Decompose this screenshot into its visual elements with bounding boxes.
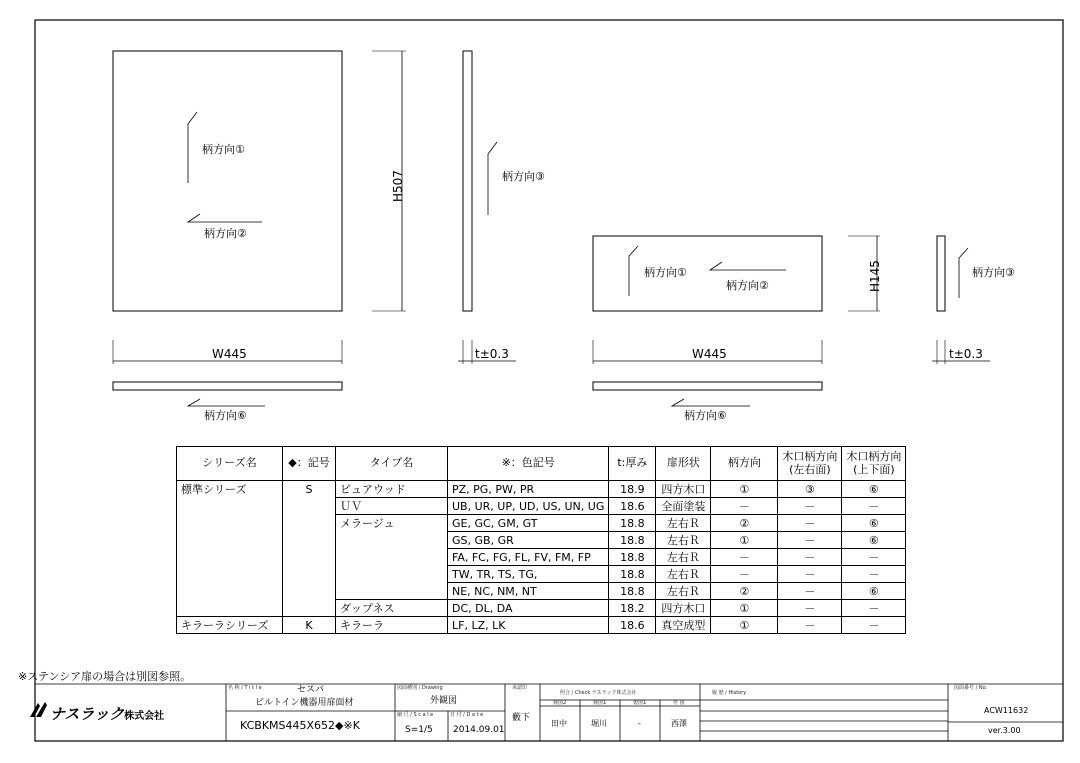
pattern-label-2-small: 柄方向② <box>726 279 769 292</box>
pattern-label-2: 柄方向② <box>204 227 247 240</box>
table-row: キラーラシリーズ K キラーラ LF, LZ, LK 18.6 真空成型 ① － － <box>177 617 906 634</box>
approver-name: 藪下 <box>512 713 531 723</box>
series-name: セスパ <box>297 685 325 695</box>
company-logo <box>50 703 164 724</box>
table-row: FA, FC, FG, FL, FV, FM, FP 18.8 左右Ｒ － － － <box>177 549 906 566</box>
dim-label-w445-small: W445 <box>692 347 727 361</box>
check-head-4: 作 図 <box>673 700 685 706</box>
large-panel-edge-side <box>463 51 472 311</box>
pattern-arrow-1 <box>188 112 197 183</box>
table-row: ＵＶ UB, UR, UP, UD, US, UN, UG 18.6 全面塗装 － － － <box>177 498 906 515</box>
table-row: 標準シリーズ S ピュアウッド PZ, PG, PW, PR 18.9 四方木口 ① ③ ⑥ <box>177 481 906 498</box>
scale-caption: 縮 尺 / S c a l e <box>397 712 434 718</box>
dim-label-w445-large: W445 <box>212 347 247 361</box>
pattern-arrow-3-large <box>488 142 497 215</box>
model-number: KCBKMS445X652◆※K <box>240 719 360 732</box>
table-header-row <box>177 447 906 481</box>
col-pattern: 柄方向 <box>711 447 778 481</box>
pattern-arrow-6-large <box>188 399 265 406</box>
checker-1: 田中 <box>551 719 567 728</box>
dim-label-thickness-small: t±0.3 <box>949 347 983 361</box>
date-value: 2014.09.01 <box>453 725 505 735</box>
pattern-arrow-6-small <box>672 399 750 406</box>
drawing-type: 外観図 <box>430 696 458 706</box>
pattern-label-1-small: 柄方向① <box>644 266 687 279</box>
dim-label-thickness-large: t±0.3 <box>475 347 509 361</box>
company-name: ナスラック <box>50 705 125 723</box>
checker-2: 堀川 <box>591 719 607 728</box>
pattern-arrow-2-small <box>710 262 786 270</box>
col-type: タイプ名 <box>336 447 448 481</box>
pattern-arrow-1-small <box>629 246 638 296</box>
title-caption: 名 称 / T i t l e <box>228 685 262 691</box>
pattern-label-3-small: 柄方向③ <box>972 266 1015 279</box>
table-row: TW, TR, TS, TG, 18.8 左右Ｒ － － － <box>177 566 906 583</box>
version-number: ver.3.00 <box>988 726 1021 735</box>
col-color: ※：色記号 <box>448 447 609 481</box>
table-row: NE, NC, NM, NT 18.8 左右Ｒ ② － ⑥ <box>177 583 906 600</box>
drawing-type-caption: 図面種別 / Drawing <box>397 685 443 691</box>
col-edge-tb: 木口柄方向 (上下面) <box>842 447 906 481</box>
history-caption: 履 歴 / History <box>712 690 747 696</box>
col-symbol: ◆：記号 <box>283 447 336 481</box>
check-head-2: 検図1 <box>593 700 607 706</box>
large-panel-front <box>113 51 342 311</box>
company-suffix: 株式会社 <box>124 711 165 722</box>
check-head-1: 検図2 <box>553 700 567 706</box>
title-block-grid <box>35 684 1063 741</box>
date-caption: 日 付 / D a t e <box>450 712 484 718</box>
table-row: ダップネス DC, DL, DA 18.2 四方木口 ① － － <box>177 600 906 617</box>
col-thickness: t:厚み <box>609 447 656 481</box>
scale-value: S=1/5 <box>405 725 433 735</box>
check-head-3: 製図1 <box>633 700 647 706</box>
stencia-note: ※ステンシア扉の場合は別図参照。 <box>18 670 192 683</box>
drawing-number: ACW11632 <box>984 706 1029 715</box>
large-panel-edge-bottom <box>113 382 342 390</box>
pattern-arrow-2 <box>188 214 262 222</box>
pattern-label-3-large: 柄方向③ <box>502 170 545 183</box>
logo-mark <box>30 702 47 717</box>
table-row: メラージュ GE, GC, GM, GT 18.8 左右Ｒ ② － ⑥ <box>177 515 906 532</box>
product-title: ビルトイン機器用扉面材 <box>255 698 354 708</box>
pattern-label-6-small: 柄方向⑥ <box>684 409 727 422</box>
pattern-label-6-large: 柄方向⑥ <box>204 409 247 422</box>
small-panel-edge-side <box>937 236 945 311</box>
checker-4: 西澤 <box>671 719 687 728</box>
spec-table <box>176 446 906 634</box>
checker-3: - <box>638 719 641 728</box>
col-series: シリーズ名 <box>177 447 283 481</box>
col-shape: 扉形状 <box>656 447 711 481</box>
drawing-number-caption: 図面番号 / No. <box>954 685 988 691</box>
small-panel-edge-bottom <box>593 382 822 390</box>
dim-label-h507: H507 <box>391 170 405 202</box>
col-edge-lr: 木口柄方向 (左右面) <box>778 447 842 481</box>
pattern-arrow-3-small <box>959 248 968 298</box>
table-row: GS, GB, GR 18.8 左右Ｒ ① － ⑥ <box>177 532 906 549</box>
approval-caption: 承認印 <box>512 685 528 691</box>
dim-label-h145: H145 <box>868 260 882 292</box>
pattern-label-1: 柄方向① <box>202 143 245 156</box>
check-caption: 照合 / Check ナスラック株式会社 <box>560 690 637 696</box>
small-panel-front <box>593 236 822 311</box>
